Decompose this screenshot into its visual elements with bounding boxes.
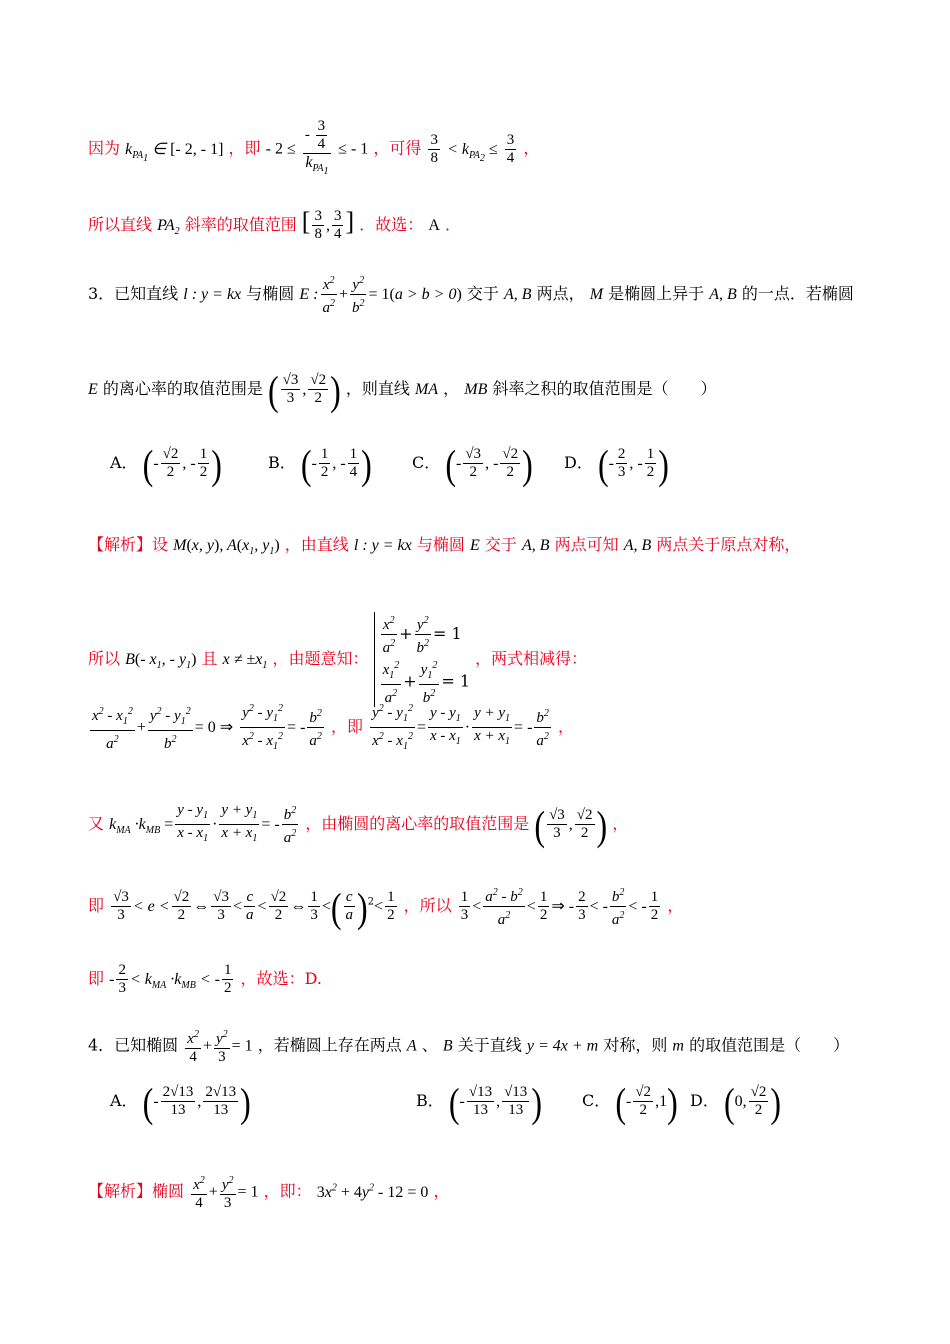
text: 且 — [201, 649, 218, 668]
q4-line-1: 4．已知椭圆 $\frac{x^2}{4}$ + $\frac{y^2}{3}$ = 1 ，若椭圆上存在两点 A 、 B 关于直线 y = 4x + m 对称，则 m 的取值范围是（ ） — [88, 1026, 849, 1066]
text: 即 — [88, 896, 105, 915]
text: 所以直线 — [88, 215, 153, 234]
text: ，故选：D. — [240, 969, 322, 988]
text: 斜率的取值范围 — [184, 215, 297, 234]
text: ，所以 — [403, 896, 452, 915]
line-1: 因为 $k_{PA_1}$ ∈ [- 2, - 1] ，即 - 2 ≤ - $\frac{3}{4}$ $k_{PA_1}$ ≤ - 1 ，可得 $\frac{3}{8}$ < $k_{PA_2}$ ≤ $\frac{3}{4}$ ， — [88, 118, 539, 180]
sol3-line-4: 又 $k_{MA} \cdot k_{MB}$ = $\frac{y - y_1}{x - x_1}$ · $\frac{y + y_1}{x + x_1}$ = - $\frac{b^2}{a^2}$ ，由椭圆的离心率的取值范围是 ( $\frac{√3}{3}$ , $\frac{√2}{2}$ ) ， — [88, 801, 629, 848]
text: 交于 — [484, 535, 517, 554]
sol3-line-5: 即 $\frac{√3}{3}$ < e < $\frac{√2}{2}$ ⇔ $\frac{√3}{3}$ < $\frac{c}{a}$ < $\frac{√2}{2}$ ⇔ $\frac{1}{3}$ <( $\frac{c}{a}$ )$^2$< $\frac{1}{2}$ ，所以 $\frac{1}{3}$ < $\frac{a^2 - b^2}{a^2}$ < $\frac{1}{2}$ ⇒ - $\frac{2}{3}$ < - $\frac{b^2}{a^2}$ < - $\frac{1}{2}$ ， — [88, 883, 684, 930]
solution-tag: 【解析】 — [88, 1181, 153, 1201]
q4-option-a[interactable]: A． (- $\frac{2√13}{13}$ , $\frac{2√13}{13}$ ) — [110, 1078, 251, 1125]
text: 两点可知 — [554, 535, 619, 554]
text: 所以 — [88, 649, 121, 668]
q3-line-2: E 的离心率的取值范围是 ( $\frac{√3}{3}$ , $\frac{√2}{2}$ ) ，则直线 MA ， MB 斜率之积的取值范围是（ ） — [88, 366, 717, 413]
text: ，即 — [228, 138, 261, 158]
option-label: A． — [110, 453, 138, 472]
text: 对称，则 — [603, 1035, 668, 1055]
text: ，即 — [331, 717, 364, 736]
sol3-line-1: 【解析】设 M(x, y), $A(x_1$, $y_1$) ，由直线 l : y = kx 与椭圆 E 交于 A, B 两点可知 A, B 两点关于原点对称， — [88, 535, 801, 558]
text: ，由椭圆的离心率的取值范围是 — [305, 814, 530, 833]
option-label: D． — [690, 1091, 719, 1110]
text: ，若椭圆上存在两点 — [257, 1035, 402, 1055]
text: 因为 — [88, 138, 121, 158]
text: ， — [443, 379, 460, 398]
question-number: 4．已知椭圆 — [88, 1035, 179, 1055]
q4-option-c[interactable]: C． (- $\frac{√2}{2}$ ,1) — [582, 1078, 678, 1125]
q4-option-d[interactable]: D． (0, $\frac{√2}{2}$ ) — [690, 1078, 781, 1125]
text: 关于直线 — [457, 1035, 522, 1055]
text: ， — [667, 896, 684, 915]
option-label: D． — [564, 453, 593, 472]
sol3-line-6: 即 - $\frac{2}{3}$ < $k_{MA} \cdot k_{MB}$ < - $\frac{1}{2}$ ，故选：D. — [88, 962, 322, 996]
line-2: 所以直线 $PA_2$ 斜率的取值范围 [ $\frac{3}{8}$ , $\frac{3}{4}$ ] ．故选： A ． — [88, 207, 462, 242]
question-number: 3．已知直线 — [88, 284, 179, 303]
text: 、 — [421, 1035, 438, 1055]
text: 椭圆 — [152, 1181, 185, 1201]
text: 与椭圆 — [246, 284, 295, 303]
text: ，两式相减得： — [475, 649, 588, 668]
option-label: B． — [416, 1091, 444, 1110]
q3-option-b[interactable]: B． (- $\frac{1}{2}$ , - $\frac{1}{4}$ ) — [268, 440, 372, 487]
text: ，即： — [263, 1181, 312, 1201]
option-label: A． — [110, 1091, 138, 1110]
text: ，由直线 — [284, 535, 349, 554]
q3-line-1: 3．已知直线 l : y = kx 与椭圆 E : $\frac{x^2}{a^2}$ + $\frac{y^2}{b^2}$ = 1(a > b > 0) 交于 A, B 两点， M 是椭圆上异于 A, B 的一点．若椭圆 — [88, 272, 854, 317]
text: 即 — [88, 969, 105, 988]
text: ． — [445, 215, 462, 234]
text: 又 — [88, 814, 105, 833]
text: ．故选： — [359, 215, 424, 234]
text: 交于 — [466, 284, 499, 303]
q3-option-d[interactable]: D． (- $\frac{2}{3}$ , - $\frac{1}{2}$ ) — [564, 440, 669, 487]
q3-option-c[interactable]: C． (- $\frac{√3}{2}$ , - $\frac{√2}{2}$ ) — [412, 440, 533, 487]
text: ，由题意知： — [272, 649, 369, 668]
sol3-line-2: 所以 B(- $x_1$, - $y_1$) 且 $x \ne \pm x_1$ ，由题意知： $\frac{x^2}{a^2}$ + $\frac{y^2}{b^2}$ = 1 $\frac{x_1^2}{a^2}$ + $\frac{y_1^2}{b^2}$ = 1 ，两式相减得： — [88, 612, 587, 707]
option-label: C． — [412, 453, 441, 472]
option-label: C． — [582, 1091, 611, 1110]
option-label: B． — [268, 453, 296, 472]
text: 设 — [152, 535, 169, 554]
text: ， — [558, 717, 575, 736]
text: ， — [612, 814, 629, 833]
text: 与椭圆 — [416, 535, 465, 554]
text: ，则直线 — [345, 379, 410, 398]
sol3-line-3: $\frac{x^2 - x_1^2}{a^2}$ + $\frac{y^2 - y_1^2}{b^2}$ = 0 ⇒ $\frac{y^2 - y_1^2}{x^2 - x_1^2}$ = - $\frac{b^2}{a^2}$ ，即 $\frac{y^2 - y_1^2}{x^2 - x_1^2}$ = $\frac{y - y_1}{x - x_1}$ · $\frac{y + y_1}{x + x_1}$ = - $\frac{b^2}{a^2}$ ， — [88, 700, 574, 755]
q3-option-a[interactable]: A． (- $\frac{√2}{2}$ , - $\frac{1}{2}$ ) — [110, 440, 222, 487]
text: ，可得 — [373, 138, 422, 158]
sol4-line-1: 【解析】椭圆 $\frac{x^2}{4}$ + $\frac{y^2}{3}$ = 1 ，即： $3x^2 + 4y^2 - 12 = 0$ ， — [88, 1172, 449, 1212]
text: 斜率之积的取值范围是（ ） — [492, 379, 717, 398]
text: 两点， — [536, 284, 585, 303]
solution-tag: 【解析】 — [88, 535, 153, 554]
answer: A — [428, 217, 440, 234]
fraction: - $\frac{3}{4}$ $k_{PA_1}$ — [303, 118, 331, 180]
q4-option-b[interactable]: B． (- $\frac{√13}{13}$ , $\frac{√13}{13}$ ) — [416, 1078, 542, 1125]
text: ， — [523, 138, 540, 158]
text: 的一点．若椭圆 — [741, 284, 854, 303]
text: ， — [433, 1181, 450, 1201]
text: 的离心率的取值范围是 — [102, 379, 263, 398]
text: 的取值范围是（ ） — [689, 1035, 850, 1055]
text: 是椭圆上异于 — [608, 284, 705, 303]
text: 两点关于原点对称， — [656, 535, 801, 554]
math: $k_{PA_1}$ ∈ [- 2, - 1] — [125, 140, 224, 164]
